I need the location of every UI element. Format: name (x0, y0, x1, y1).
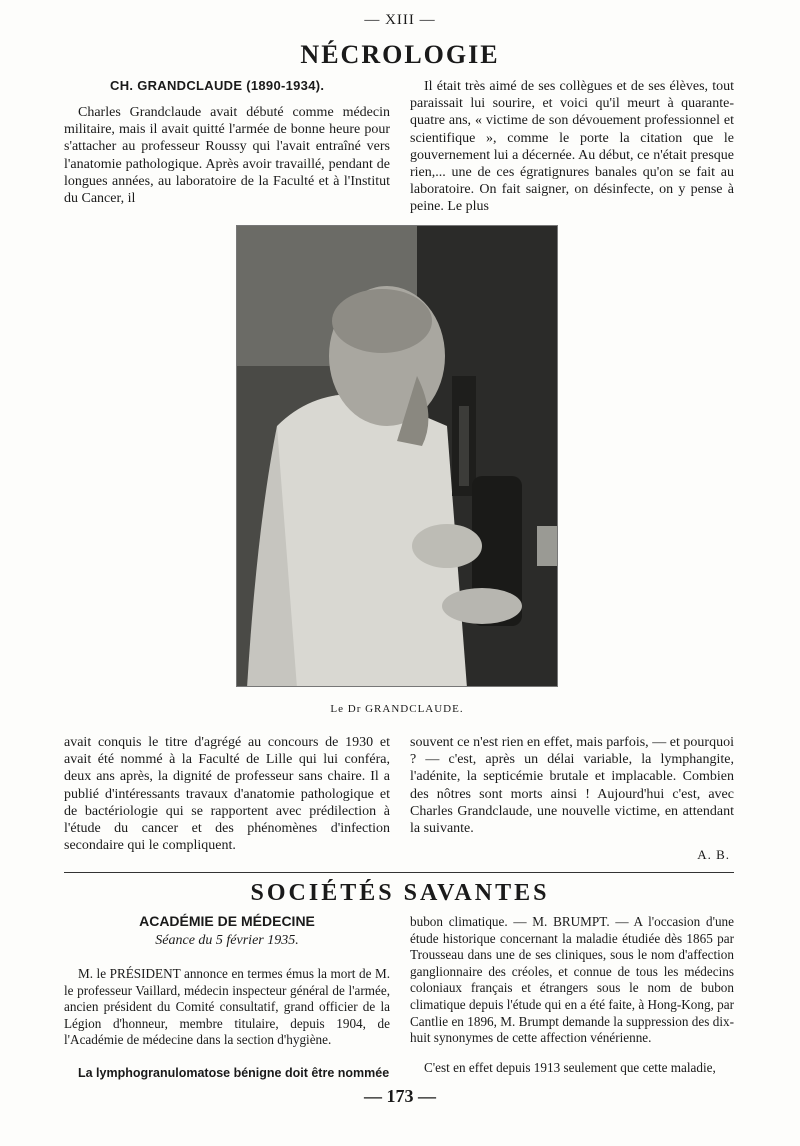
page-number: — 173 — (364, 1086, 436, 1106)
obituary-col1-top: Charles Grandclaude avait débuté comme médecin militaire, mais il avait quitté l'armée de bonne heure pour s'attacher au professeur Roussy qui l'avait entraîné vers l'anatomie pathologique. Après avoir travaillé, pendant de longues années, au laboratoire de la Faculté et à l'Institut du Cancer, il (64, 105, 390, 207)
brumpt-continued: C'est en effet depuis 1913 seulement que cette maladie, (424, 1060, 716, 1075)
obituary-col1-bottom: avait conquis le titre d'agrégé au concours de 1930 et avait été nommé à la Faculté de Lille qui lui conféra, deux ans après, la dignité de professeur sans chaire. Il a publié d'intéressants travaux d'anatomie pathologique et de bactériologie qui se rapportent avec prédilection à l'étude du cancer et des phénomènes d'infection secondaire qui le compliquent. (64, 735, 390, 854)
roman-folio: — XIII — (364, 12, 436, 28)
societies-title: SOCIÉTÉS SAVANTES (250, 880, 550, 906)
portrait-illustration (237, 226, 558, 687)
obituary-heading: CH. GRANDCLAUDE (1890-1934). (110, 78, 325, 93)
obituary-col2-bottom: souvent ce n'est rien en effet, mais parfois, — et pourquoi ? — c'est, après un délai variable, la lymphangite, l'adénite, la septicémie brutale et implacable. Combien des nôtres sont morts ainsi ! Aujourd'hui c'est, avec Charles Grandclaude, une nouvelle victime, en attendant la suivante. (410, 735, 734, 837)
brumpt-paragraph: bubon climatique. — M. BRUMPT. — A l'occasion d'une étude historique concernant la maladie étudiée dès 1865 par Trousseau dans une de ses cliniques, sous le nom d'affection ganglionnaire des créoles, et connue de tous les médecins coloniaux français et étrangers sous le nom de bubon climatique depuis l'étude qui en a été faite, à Hong-Kong, par Cantlie en 1896, M. Brumpt demande la suppression des dix-huit synonymes de cette affection vénérienne. (410, 914, 734, 1046)
topic-heading: La lymphogranulomatose bénigne doit être nommée (78, 1066, 390, 1080)
portrait-photo (236, 225, 558, 687)
session-date: Séance du 5 février 1935. (155, 933, 299, 948)
photo-caption: Le Dr GRANDCLAUDE. (330, 703, 464, 715)
obituary-col2-top: Il était très aimé de ses collègues et de ses élèves, tout paraissait lui sourire, et voici qu'il meurt à quarante-quatre ans, « victime de son dévouement professionnel et scientifique », comme le porte la citation que le gouvernement lui a décernée. Au début, ce n'était presque rien,... une de ces égratignures banales qu'on se fait au laboratoire. On fait saigner, on désinfecte, on y pense à peine. Le plus (410, 79, 734, 215)
signature: A. B. (697, 847, 730, 862)
academy-heading: ACADÉMIE DE MÉDECINE (139, 913, 315, 929)
president-announcement: M. le PRÉSIDENT annonce en termes émus la mort de M. le professeur Vaillard, médecin inspecteur général de l'armée, ancien président du Comité consultatif, grand officier de la Légion d'honneur, membre titulaire, depuis 1904, de l'Académie de médecine dans la section d'hygiène. (64, 966, 390, 1048)
section-divider (64, 872, 734, 873)
page-title: NÉCROLOGIE (300, 40, 500, 69)
